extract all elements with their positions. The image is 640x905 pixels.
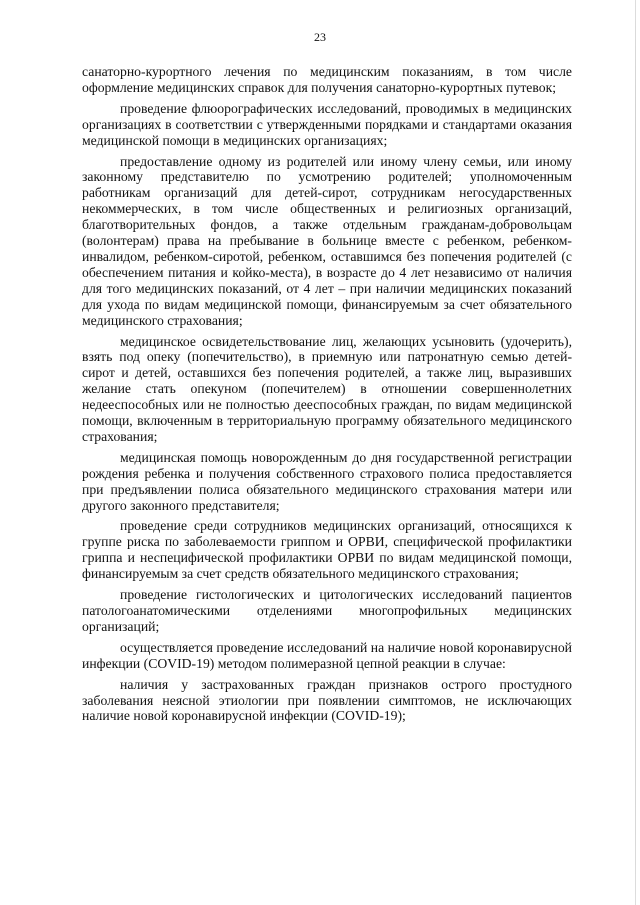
paragraph-adoption-exam: медицинское освидетельствование лиц, желающих усыновить (удочерить), взять под опеку (попечительство), в приемную или патронатную семью детей-сирот и детей, оставшихся без попечения родителей, а также лиц, выразивших желание стать опекуном (попечителем) в отношении совершеннолетних недееспособных или не полностью дееспособных граждан, по видам медицинской помощи, включенным в территориальную программу обязательного медицинского страхования; — [82, 333, 572, 444]
page-number: 23 — [314, 30, 326, 44]
paragraph-sanatorium: санаторно-курортного лечения по медицинским показаниям, в том числе оформление медицинских справок для получения санаторно-курортных путевок; — [82, 64, 572, 95]
paragraph-covid-testing: осуществляется проведение исследований на наличие новой коронавирусной инфекции (COVID-19) методом полимеразной цепной реакции в случае: — [82, 639, 572, 671]
paragraph-fluorography: проведение флюорографических исследований, проводимых в медицинских организациях в соответствии с утвержденными порядками и стандартами оказания медицинской помощи в медицинских организациях; — [82, 100, 572, 148]
paragraph-flu-prevention: проведение среди сотрудников медицинских организаций, относящихся к группе риска по заболеваемости гриппом и ОРВИ, специфической профилактики гриппа и неспецифической профилактики ОРВИ по видам медицинской помощи, финансируемым за счет средств обязательного медицинского страхования; — [82, 518, 572, 582]
paragraph-newborn-care: медицинская помощь новорожденным до дня государственной регистрации рождения ребенка и получения собственного страхового полиса предоставляется при предъявлении полиса обязательного медицинского страхования матери или другого законного представителя; — [82, 449, 572, 513]
paragraph-hospital-stay: предоставление одному из родителей или иному члену семьи, или иному законному представителю по усмотрению родителей; уполномоченным работникам организаций для детей-сирот, сотрудникам негосударственных некоммерческих, в том числе общественных и религиозных организаций, благотворительных фондов, а также отдельным гражданам-добровольцам (волонтерам) права на пребывание в больнице вместе с ребенком, ребенком-инвалидом, ребенком-сиротой, ребенком, оставшимся без попечения родителей (с обеспечением питания и койко-места), в возрасте до 4 лет независимо от наличия для того медицинских показаний, от 4 лет – при наличии медицинских показаний для ухода по видам медицинской помощи, финансируемым за счет обязательного медицинского страхования; — [82, 153, 572, 328]
paragraph-histology: проведение гистологических и цитологических исследований пациентов патологоанатомическими отделениями многопрофильных медицинских организаций; — [82, 587, 572, 634]
paragraph-covid-symptoms: наличия у застрахованных граждан признаков острого простудного заболевания неясной этиологии при появлении симптомов, не исключающих наличие новой коронавирусной инфекции (COVID-19); — [82, 676, 572, 724]
scan-edge — [635, 0, 636, 905]
document-body — [82, 64, 572, 729]
